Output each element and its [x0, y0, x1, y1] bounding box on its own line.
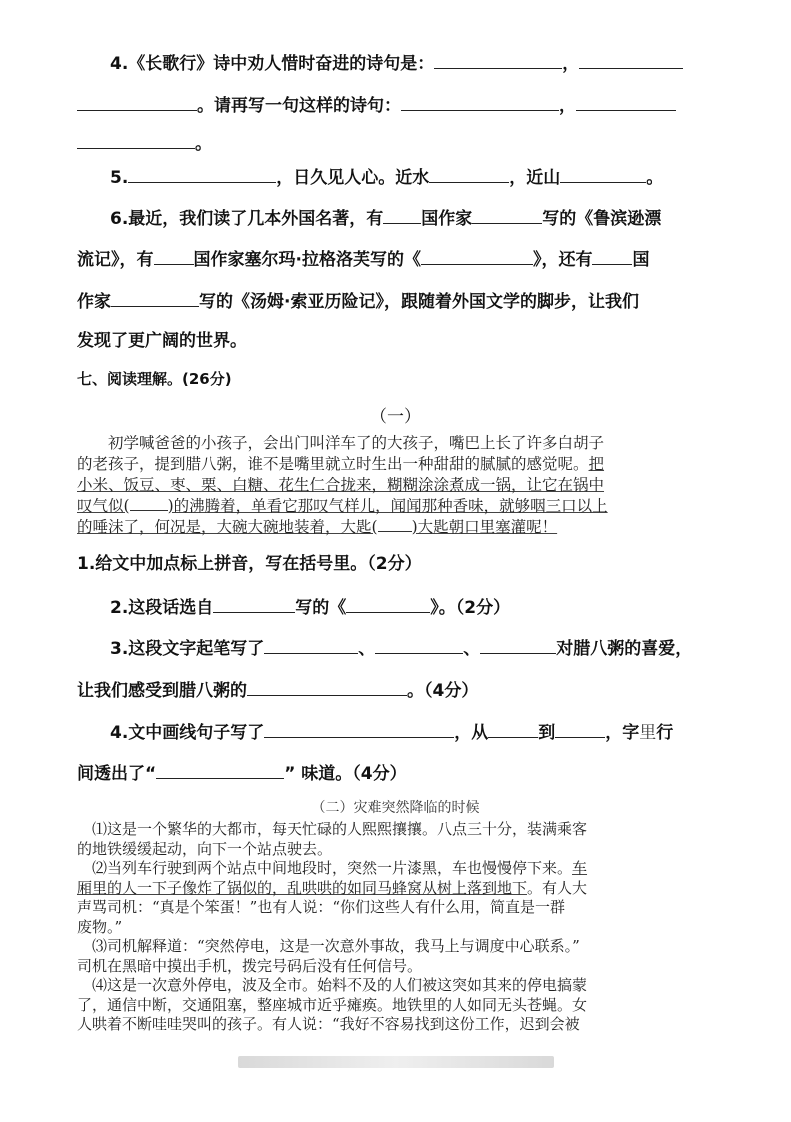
passage-1-question-4-line1: 4.文中画线句子写了 ，从 到 ，字里行 [110, 719, 673, 745]
paragraph-3-cont: 司机在黑暗中摸出手机，拨完号码后没有任何信号。 [77, 956, 423, 975]
answer-blank[interactable] [429, 164, 509, 183]
paragraph-2-cont: 声骂司机：“真是个笨蛋！”也有人说：“你们这些人有什么用，简直是一群 [77, 898, 566, 916]
answer-blank[interactable] [555, 719, 605, 738]
passage-1-question-4-line2: 间透出了“ ” 味道。（4分） [77, 760, 407, 786]
answer-blank[interactable] [579, 50, 683, 69]
underlined-sentence: 车 [572, 859, 588, 877]
answer-blank[interactable] [77, 92, 197, 111]
pinyin-blank[interactable] [378, 517, 412, 532]
answer-blank[interactable] [592, 246, 632, 265]
passage-2-title: （二）灾难突然降临的时候 [311, 800, 480, 816]
passage-1-title: （一） [370, 407, 421, 427]
paragraph-4: ⑷这是一次意外停电，波及全市。始料不及的人们被这突如其来的停电搞蒙 [92, 976, 588, 994]
answer-blank[interactable] [421, 246, 533, 265]
question-6-line3: 作家 写的《汤姆·索亚历险记》，跟随着外国文学的脚步，让我们 [77, 288, 639, 314]
passage-1 [77, 433, 717, 538]
underlined-sentence: 叹气似( )的沸腾着，单看它那叹气样儿，闻闻那种香味，就够咽三口以上 [77, 497, 608, 515]
answer-blank[interactable] [401, 92, 559, 111]
underlined-sentence: 小米、饭豆、枣、栗、白糖、花生仁合拢来，糊糊涂涂煮成一锅，让它在锅中 [77, 476, 605, 494]
question-6-line1: 6.最近，我们读了几本外国名著，有 国作家 写的《鲁滨逊漂 [110, 205, 661, 231]
answer-blank[interactable] [576, 92, 676, 111]
question-4-line1: 4.《长歌行》诗中劝人惜时奋进的诗句是： ， [110, 50, 683, 76]
passage-2 [77, 820, 717, 1035]
answer-blank[interactable] [560, 164, 646, 183]
paragraph-4-cont: 了，通信中断，交通阻塞，整座城市近乎瘫痪。地铁里的人如同无头苍蝇。女 [77, 995, 588, 1014]
answer-blank[interactable] [77, 130, 195, 149]
question-4-line3: 。 [77, 130, 212, 156]
paragraph-2-cont: 厢里的人一下子像炸了锅似的，乱哄哄的如同马蜂窝从树上落到地下。有人大 [77, 878, 588, 897]
passage-1-question-3-line2: 让我们感受到腊八粥的 。（4分） [77, 677, 478, 703]
answer-blank[interactable] [480, 635, 556, 654]
question-6-line4: 发现了更广阔的世界。 [77, 331, 247, 351]
underlined-sentence: 的唾沫了，何况是，大碗大碗地装着，大匙( )大匙朝口里塞灌呢！ [77, 518, 558, 536]
paragraph-3: ⑶司机解释道：“突然停电，这是一次意外事故，我马上与调度中心联系。” [92, 937, 580, 955]
question-4-text: 4.《长歌行》诗中劝人惜时奋进的诗句是： [110, 54, 435, 74]
answer-blank[interactable] [128, 164, 276, 183]
underlined-sentence: 把 [588, 455, 605, 473]
question-4-text-2: 。请再写一句这样的诗句： [197, 96, 401, 116]
answer-blank[interactable] [264, 719, 454, 738]
answer-blank[interactable] [156, 760, 284, 779]
paragraph-1-cont: 的地铁缓缓起动，向下一个站点驶去。 [77, 839, 333, 858]
question-4-line2: 。请再写一句这样的诗句： ， [77, 92, 676, 118]
answer-blank[interactable] [488, 719, 538, 738]
footer-watermark-bar [238, 1056, 554, 1068]
passage-1-question-2: 2.这段话选自 写的《 》。（2分） [110, 594, 510, 620]
pinyin-blank[interactable] [130, 496, 168, 511]
answer-blank[interactable] [264, 635, 358, 654]
section-heading: 七、阅读理解。(26分) [77, 370, 232, 388]
paragraph-2-cont: 废物。” [77, 917, 123, 936]
passage-1-question-3-line1: 3.这段文字起笔写了 、 、 对腊八粥的喜爱， [110, 635, 692, 661]
answer-blank[interactable] [111, 288, 199, 307]
passage-line: 的老孩子，提到腊八粥，谁不是嘴里就立时生出一种甜甜的腻腻的感觉呢。把 [77, 455, 605, 473]
answer-blank[interactable] [472, 205, 542, 224]
answer-blank[interactable] [154, 246, 194, 265]
question-6-line2: 流记》，有 国作家塞尔玛·拉格洛芙写的《 》，还有 国 [77, 246, 649, 272]
paragraph-2: ⑵当列车行驶到两个站点中间地段时，突然一片漆黑，车也慢慢停下来。车 [92, 859, 588, 877]
answer-blank[interactable] [213, 594, 295, 613]
paragraph-1: ⑴这是一个繁华的大都市，每天忙碌的人熙熙攘攘。八点三十分，装满乘客 [92, 820, 588, 838]
question-5: 5. ，日久见人心。近水 ，近山 。 [110, 164, 663, 190]
passage-line: 初学喊爸爸的小孩子，会出门叫洋车了的大孩子，嘴巴上长了许多白胡子 [108, 434, 605, 452]
answer-blank[interactable] [346, 594, 430, 613]
answer-blank[interactable] [434, 50, 562, 69]
answer-blank[interactable] [383, 205, 421, 224]
answer-blank[interactable] [247, 677, 407, 696]
underlined-sentence: 厢里的人一下子像炸了锅似的，乱哄哄的如同马蜂窝从树上落到地下 [77, 878, 528, 897]
passage-1-question-1: 1.给文中加点标上拼音，写在括号里。（2分） [77, 554, 422, 574]
answer-blank[interactable] [375, 635, 463, 654]
paragraph-4-cont: 人哄着不断哇哇哭叫的孩子。有人说：“我好不容易找到这份工作，迟到会被 [77, 1015, 580, 1033]
